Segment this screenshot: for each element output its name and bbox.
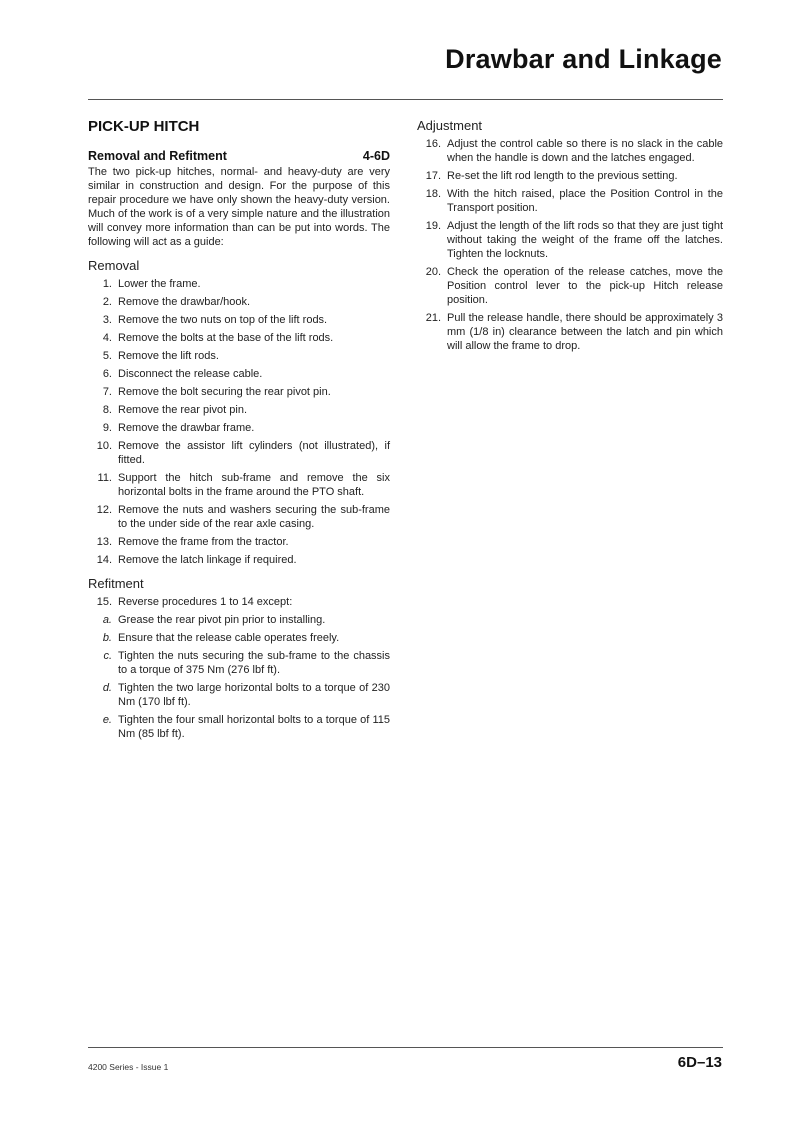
substep-text: Ensure that the release cable operates freely. [118,632,340,644]
step-number: 20. [425,266,441,278]
step-number: 1. [102,278,112,290]
step-number: 13. [96,536,112,548]
step-number: 17. [425,170,441,182]
footer-series: 4200 Series - Issue 1 [88,1062,169,1072]
step-number: 15. [96,596,112,608]
step-number: 9. [102,422,112,434]
step-text: Check the operation of the release catches, move the Position control lever to the pick-up Hitch release position. [447,266,723,306]
list-item [88,681,390,709]
removal-heading: Removal [88,258,140,273]
refitment-substeps [88,613,390,741]
step-text: Re-set the lift rod length to the previous setting. [447,170,678,182]
step-text: Adjust the control cable so there is no slack in the cable when the handle is down and the latches engaged. [447,138,723,164]
step-text: Disconnect the release cable. [118,368,263,380]
list-item [88,277,390,291]
step-text: With the hitch raised, place the Position Control in the Transport position. [447,188,723,214]
step-number: 14. [96,554,112,566]
list-item [88,503,390,531]
refitment-heading: Refitment [88,576,144,591]
subsection-code: 4-6D [362,149,390,163]
refitment-steps [88,595,390,609]
step-number: 7. [102,386,112,398]
substep-letter: e. [102,714,112,726]
step-text: Remove the lift rods. [118,350,219,362]
list-item [417,169,723,183]
substep-letter: b. [102,632,112,644]
list-item [417,187,723,215]
section-title: PICK-UP HITCH [88,118,200,135]
step-text: Remove the drawbar/hook. [118,296,251,308]
list-item [88,439,390,467]
step-number: 19. [425,220,441,232]
step-number: 4. [102,332,112,344]
list-item [88,631,390,645]
list-item [88,367,390,381]
step-number: 16. [425,138,441,150]
adjustment-steps [417,137,723,353]
step-text: Lower the frame. [118,278,201,290]
header-divider [88,99,723,100]
subsection-header [88,149,390,163]
step-number: 6. [102,368,112,380]
list-item [88,403,390,417]
step-number: 10. [96,440,112,452]
intro-paragraph: The two pick-up hitches, normal- and heavy-duty are very similar in construction and design. For the purpose of this repair procedure we have only shown the heavy-duty version. Much of the work is of a very simple nature and the illustration will convey more information than can be put into words. The following will act as a guide: [88,166,390,248]
step-number: 3. [102,314,112,326]
list-item [88,295,390,309]
step-number: 2. [102,296,112,308]
list-item [88,385,390,399]
list-item [417,265,723,307]
substep-letter: a. [102,614,112,626]
step-text: Reverse procedures 1 to 14 except: [118,596,293,608]
list-item [88,313,390,327]
footer-divider [88,1047,723,1048]
step-number: 18. [425,188,441,200]
substep-text: Grease the rear pivot pin prior to installing. [118,614,326,626]
adjustment-heading: Adjustment [417,118,483,133]
step-text: Support the hitch sub-frame and remove the six horizontal bolts in the frame around the PTO shaft. [118,472,390,498]
step-text: Remove the two nuts on top of the lift rods. [118,314,328,326]
list-item [417,137,723,165]
step-text: Remove the latch linkage if required. [118,554,297,566]
removal-steps [88,277,390,567]
substep-letter: c. [103,650,112,662]
substep-text: Tighten the two large horizontal bolts to a torque of 230 Nm (170 lbf ft). [118,682,390,708]
list-item [88,471,390,499]
list-item [88,613,390,627]
step-number: 21. [425,312,441,324]
step-text: Remove the assistor lift cylinders (not illustrated), if fitted. [118,440,390,466]
step-text: Remove the frame from the tractor. [118,536,289,548]
list-item [88,595,390,609]
step-number: 12. [96,504,112,516]
substep-text: Tighten the nuts securing the sub-frame to the chassis to a torque of 375 Nm (276 lbf ft). [118,650,390,676]
step-number: 5. [102,350,112,362]
subsection-title: Removal and Refitment [88,149,227,163]
step-text: Remove the bolt securing the rear pivot pin. [118,386,331,398]
list-item [88,713,390,741]
step-text: Adjust the length of the lift rods so that they are just tight without taking the weight of the frame off the latches. Tighten the locknuts. [447,220,723,260]
step-text: Remove the bolts at the base of the lift rods. [118,332,334,344]
page-title: Drawbar and Linkage [445,44,722,74]
list-item [417,311,723,353]
substep-text: Tighten the four small horizontal bolts to a torque of 115 Nm (85 lbf ft). [118,714,390,740]
substep-letter: d. [102,682,112,694]
step-number: 8. [102,404,112,416]
step-text: Remove the nuts and washers securing the sub-frame to the under side of the rear axle casing. [118,504,390,530]
list-item [88,421,390,435]
step-text: Remove the drawbar frame. [118,422,255,434]
list-item [88,649,390,677]
step-text: Pull the release handle, there should be approximately 3 mm (1/8 in) clearance between the latch and pin which will allow the frame to drop. [447,312,723,352]
list-item [88,331,390,345]
list-item [88,535,390,549]
right-column [417,118,723,357]
list-item [88,553,390,567]
list-item [88,349,390,363]
list-item [417,219,723,261]
page-number: 6D–13 [677,1054,722,1071]
step-text: Remove the rear pivot pin. [118,404,248,416]
step-number: 11. [97,472,112,484]
left-column [88,118,390,745]
